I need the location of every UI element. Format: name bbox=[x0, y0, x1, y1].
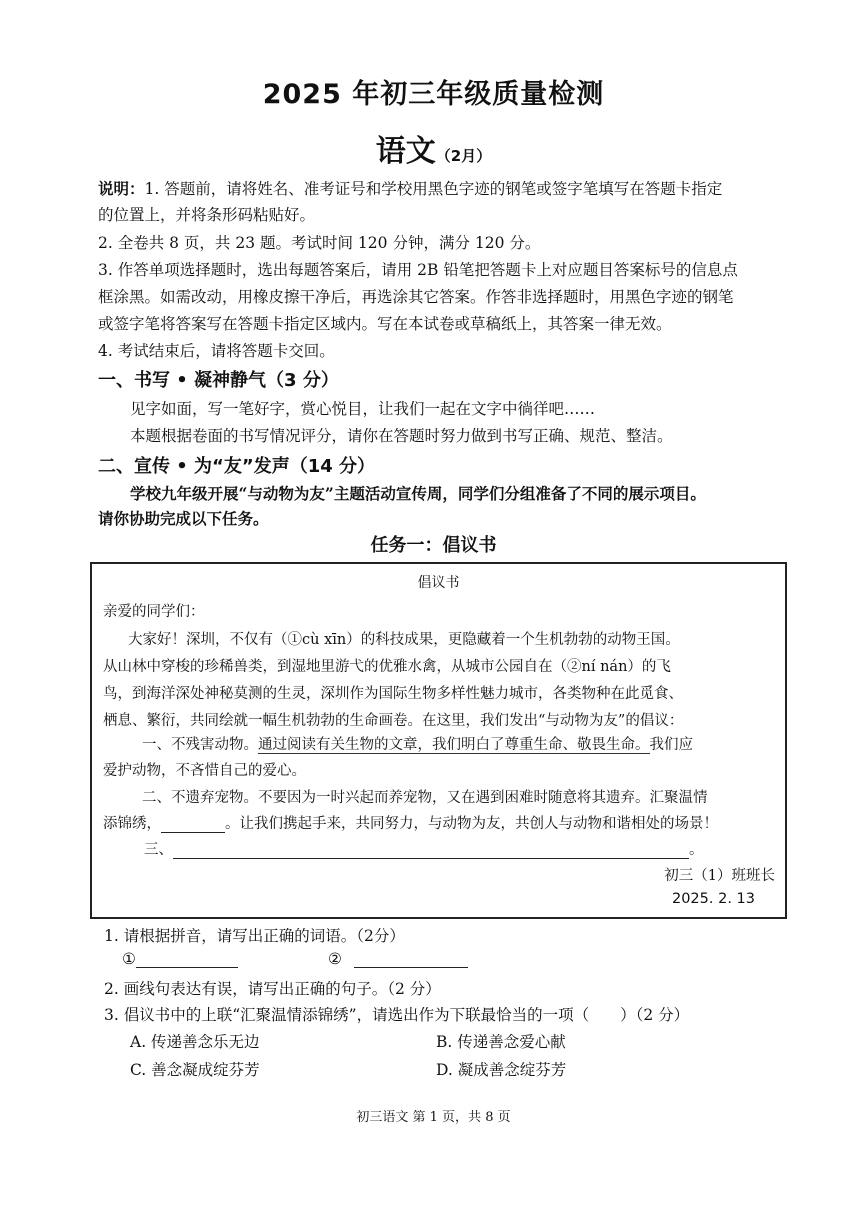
question-1: 1. 请根据拼音，请写出正确的词语。（2分） bbox=[104, 927, 405, 945]
option-c: C. 善念凝成绽芬芳 bbox=[130, 1061, 260, 1079]
instruction-item4: 4. 考试结束后，请将答题卡交回。 bbox=[98, 342, 335, 360]
question-3: 3. 倡议书中的上联“汇聚温情添锦绣”，请选出作为下联最恰当的一项（ ）（2 分） bbox=[104, 1006, 690, 1024]
letter-p1-line4: 栖息、繁衍，共同绘就一幅生机勃勃的生命画卷。在这里，我们发出“与动物为友”的倡议： bbox=[103, 713, 684, 729]
section2-heading: 二、宣传 • 为“友”发声（14 分） bbox=[98, 456, 376, 477]
option-b: B. 传递善念爱心献 bbox=[436, 1033, 566, 1051]
letter-date: 2025. 2. 13 bbox=[671, 891, 755, 907]
letter-p1-line3: 鸟，到海洋深处神秘莫测的生灵，深圳作为国际生物多样性魅力城市，各类物种在此觅食、 bbox=[103, 686, 683, 702]
section2-intro-line1: 学校九年级开展“与动物为友”主题活动宣传周，同学们分组准备了不同的展示项目。 bbox=[130, 484, 706, 503]
section1-para2: 本题根据卷面的书写情况评分，请你在答题时努力做到书写正确、规范、整洁。 bbox=[130, 427, 673, 445]
letter-p2-line1 bbox=[142, 733, 693, 754]
q1-blank-1 bbox=[136, 951, 238, 968]
letter-p2-prefix: 一、不残害动物。 bbox=[142, 737, 258, 753]
letter-p2-suffix: 我们应 bbox=[649, 737, 693, 753]
page-footer: 初三语文 第 1 页，共 8 页 bbox=[356, 1110, 511, 1125]
q1-answer-1: ① bbox=[122, 950, 238, 968]
task1-title: 任务一：倡议书 bbox=[370, 535, 497, 556]
answer-blank bbox=[161, 816, 225, 833]
subject-name: 语文 bbox=[375, 134, 436, 169]
instruction-item1-line2: 的位置上，并将条形码粘贴好。 bbox=[98, 206, 316, 224]
letter-p3-line1: 二、不遗弃宠物。不要因为一时兴起而养宠物，又在遇到困难时随意将其遗弃。汇聚温情 bbox=[142, 790, 708, 806]
option-a: A. 传递善念乐无边 bbox=[130, 1033, 260, 1051]
letter-p1-line2: 从山林中穿梭的珍稀兽类，到湿地里游弋的优雅水禽，从城市公园自在（②ní nán）的飞 bbox=[103, 659, 671, 675]
instructions-label: 说明： bbox=[98, 179, 145, 198]
subject-title bbox=[0, 126, 867, 170]
underlined-sentence: 通过阅读有关生物的文章，我们明白了尊重生命、敬畏生命。 bbox=[258, 737, 650, 753]
answer-blank-long bbox=[173, 842, 689, 859]
section1-heading: 一、书写 • 凝神静气（3 分） bbox=[98, 370, 339, 391]
question-2: 2. 画线句表达有误，请写出正确的句子。（2 分） bbox=[104, 980, 441, 998]
letter-p3-line2: 添锦绣， 。让我们携起手来，共同努力，与动物为友，共创人与动物和谐相处的场景！ bbox=[103, 816, 718, 832]
exam-month: （2月） bbox=[435, 147, 492, 165]
instruction-item3-line3: 或签字笔将答案写在答题卡指定区域内。写在本试卷或草稿纸上，其答案一律无效。 bbox=[98, 315, 672, 333]
letter-signature: 初三（1）班班长 bbox=[664, 868, 775, 884]
exam-title: 2025 年初三年级质量检测 bbox=[262, 79, 605, 110]
letter-p2-line2: 爱护动物，不吝惜自己的爱心。 bbox=[103, 763, 306, 779]
instruction-item3-line1: 3. 作答单项选择题时，选出每题答案后，请用 2B 铅笔把答题卡上对应题目答案标号的信息点 bbox=[98, 261, 738, 279]
option-d: D. 凝成善念绽芬芳 bbox=[436, 1061, 567, 1079]
section1-para1: 见字如面，写一笔好字，赏心悦目，让我们一起在文字中徜徉吧…… bbox=[130, 400, 596, 418]
q1-answer-2: ② bbox=[328, 950, 468, 968]
q1-blank-2 bbox=[354, 951, 468, 968]
letter-title: 倡议书 bbox=[417, 575, 460, 591]
letter-p1-line1: 大家好！深圳，不仅有（①cù xīn）的科技成果，更隐藏着一个生机勃勃的动物王国。 bbox=[128, 632, 680, 648]
proposal-letter-box bbox=[90, 562, 787, 919]
instruction-item1-line1: 说明：1. 答题前，请将姓名、准考证号和学校用黑色字迹的钢笔或签字笔填写在答题卡指定 bbox=[98, 179, 723, 198]
letter-p4: 三、 。 bbox=[144, 842, 704, 858]
section2-intro-line2: 请你协助完成以下任务。 bbox=[98, 509, 269, 528]
instruction-item2: 2. 全卷共 8 页，共 23 题。考试时间 120 分钟，满分 120 分。 bbox=[98, 234, 541, 252]
letter-greeting: 亲爱的同学们： bbox=[103, 604, 205, 620]
instruction-item3-line2: 框涂黑。如需改动，用橡皮擦干净后，再选涂其它答案。作答非选择题时，用黑色字迹的钢笔 bbox=[98, 288, 734, 306]
